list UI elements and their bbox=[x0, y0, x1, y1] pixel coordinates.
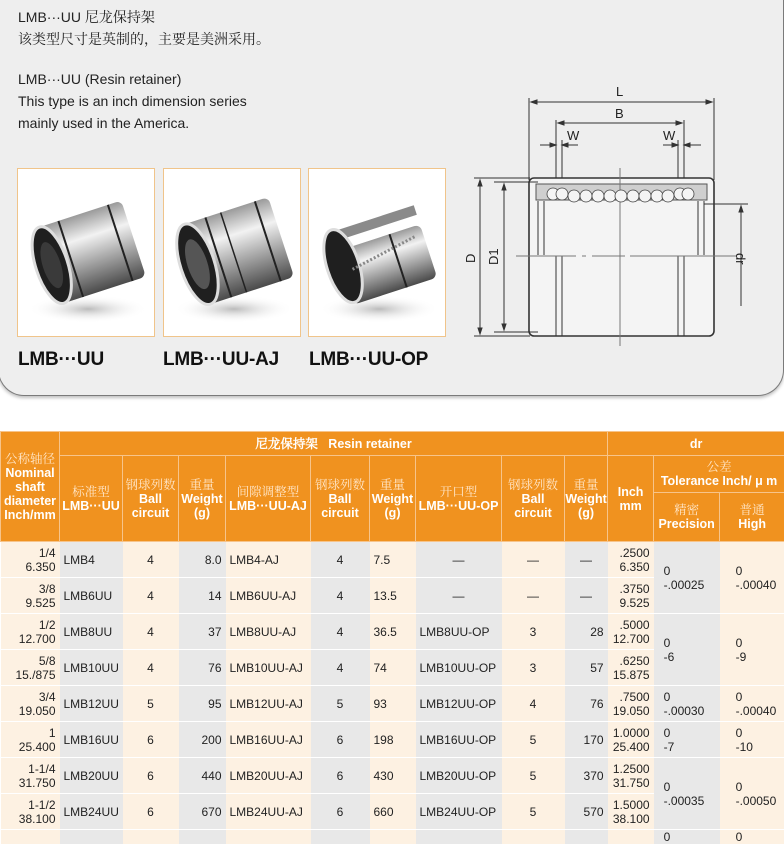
col-header-weight1: 重量 Weight (g) bbox=[179, 456, 226, 542]
shaft-mm: 25.400 bbox=[5, 740, 56, 754]
shaft-mm: 6.350 bbox=[5, 560, 56, 574]
ball-circuit-op: 3 bbox=[530, 625, 537, 639]
dr-inch: .6250 bbox=[612, 654, 650, 668]
ball-circuit-aj: 5 bbox=[337, 697, 344, 711]
intro-cn-title: LMB···UU 尼龙保持架 bbox=[18, 6, 270, 28]
ball-circuit-op: 5 bbox=[530, 805, 537, 819]
tol-precision-lower: -7 bbox=[664, 740, 716, 754]
dim-label-L: L bbox=[616, 84, 623, 99]
weight-std: 8.0 bbox=[205, 553, 222, 567]
table-row-partial bbox=[1, 830, 784, 845]
ball-circuit-op: 5 bbox=[530, 769, 537, 783]
weight-std: 76 bbox=[208, 661, 221, 675]
op-model: LMB12UU-OP bbox=[420, 697, 497, 711]
weight-op: — bbox=[580, 589, 592, 603]
intro-en-desc-1: This type is an inch dimension series bbox=[18, 90, 270, 112]
std-model: LMB4 bbox=[64, 553, 95, 567]
tol-precision-upper: 0 bbox=[664, 690, 716, 704]
ball-circuit-aj: 4 bbox=[337, 589, 344, 603]
weight-std: 200 bbox=[201, 733, 221, 747]
product-caption-lmb-uu: LMB···UU bbox=[18, 349, 104, 371]
ball-circuit-aj: 4 bbox=[337, 553, 344, 567]
op-model: LMB8UU-OP bbox=[420, 625, 490, 639]
tol-precision-lower: -.00025 bbox=[664, 578, 716, 592]
group-header-resin: 尼龙保持架 Resin retainer bbox=[60, 432, 608, 456]
spec-table bbox=[0, 431, 784, 845]
dr-mm: 25.400 bbox=[612, 740, 650, 754]
dr-inch: 1.5000 bbox=[612, 798, 650, 812]
linear-bearing-open-photo-icon bbox=[309, 169, 445, 336]
weight-op: 28 bbox=[590, 625, 603, 639]
product-caption-lmb-uu-aj: LMB···UU-AJ bbox=[163, 349, 279, 371]
weight-op: 76 bbox=[590, 697, 603, 711]
col-header-aj: 间隙调整型 LMB···UU-AJ bbox=[226, 456, 311, 542]
col-header-ball2: 钢球列数 Ball circuit bbox=[311, 456, 370, 542]
tol-high-upper: 0 bbox=[736, 830, 743, 844]
tol-high-upper: 0 bbox=[736, 780, 781, 794]
dr-inch: .5000 bbox=[612, 618, 650, 632]
table-row bbox=[1, 758, 784, 794]
weight-op: 370 bbox=[584, 769, 604, 783]
dr-inch: 1.0000 bbox=[612, 726, 650, 740]
tol-precision-upper: 0 bbox=[664, 830, 671, 844]
aj-model: LMB10UU-AJ bbox=[230, 661, 303, 675]
weight-aj: 430 bbox=[374, 769, 394, 783]
shaft-inch: 1 bbox=[5, 726, 56, 740]
dr-mm: 6.350 bbox=[612, 560, 650, 574]
std-model: LMB6UU bbox=[64, 589, 113, 603]
col-header-ball3: 钢球列数 Ball circuit bbox=[502, 456, 565, 542]
col-header-tolerance: 公差 Tolerance Inch/ μ m bbox=[654, 456, 784, 493]
weight-op: 170 bbox=[584, 733, 604, 747]
aj-model: LMB16UU-AJ bbox=[230, 733, 303, 747]
col-header-op: 开口型 LMB···UU-OP bbox=[416, 456, 502, 542]
group-header-dr: dr bbox=[608, 432, 784, 456]
col-header-shaft: 公称轴径 Nominal shaft diameter Inch/mm bbox=[1, 432, 60, 542]
dr-mm: 38.100 bbox=[612, 812, 650, 826]
tol-precision-upper: 0 bbox=[664, 564, 716, 578]
op-model: LMB10UU-OP bbox=[420, 661, 497, 675]
ball-circuit-aj: 6 bbox=[337, 805, 344, 819]
product-photo-lmb-uu bbox=[17, 168, 155, 337]
weight-op: 570 bbox=[584, 805, 604, 819]
shaft-inch: 1/4 bbox=[5, 546, 56, 560]
col-header-weight3: 重量 Weight (g) bbox=[565, 456, 608, 542]
std-model: LMB10UU bbox=[64, 661, 119, 675]
linear-bearing-closed-photo-icon bbox=[18, 169, 154, 336]
dr-inch: 1.2500 bbox=[612, 762, 650, 776]
intro-cn-desc: 该类型尺寸是英制的，主要是美洲采用。 bbox=[18, 28, 270, 50]
weight-std: 440 bbox=[201, 769, 221, 783]
shaft-mm: 38.100 bbox=[5, 812, 56, 826]
std-model: LMB8UU bbox=[64, 625, 113, 639]
product-photo-lmb-uu-op bbox=[308, 168, 446, 337]
weight-aj: 7.5 bbox=[374, 553, 391, 567]
tol-high-lower: -.00050 bbox=[736, 794, 781, 808]
col-header-precision: 精密 Precision bbox=[654, 493, 720, 542]
shaft-inch: 3/8 bbox=[5, 582, 56, 596]
dr-inch: .2500 bbox=[612, 546, 650, 560]
ball-circuit-std: 6 bbox=[147, 733, 154, 747]
ball-circuit-aj: 6 bbox=[337, 769, 344, 783]
op-model: LMB24UU-OP bbox=[420, 805, 497, 819]
tol-precision-upper: 0 bbox=[664, 636, 716, 650]
weight-op: 57 bbox=[590, 661, 603, 675]
intro-en-title: LMB···UU (Resin retainer) bbox=[18, 68, 270, 90]
ball-circuit-std: 4 bbox=[147, 625, 154, 639]
shaft-mm: 12.700 bbox=[5, 632, 56, 646]
ball-circuit-std: 4 bbox=[147, 589, 154, 603]
dr-inch: .3750 bbox=[612, 582, 650, 596]
weight-op: — bbox=[580, 553, 592, 567]
intro-en-desc-2: mainly used in the America. bbox=[18, 112, 270, 134]
tol-precision-upper: 0 bbox=[664, 726, 716, 740]
ball-circuit-aj: 4 bbox=[337, 661, 344, 675]
dim-label-dr: dr bbox=[733, 253, 748, 265]
tol-precision-lower: -.00030 bbox=[664, 704, 716, 718]
op-model: LMB16UU-OP bbox=[420, 733, 497, 747]
shaft-mm: 19.050 bbox=[5, 704, 56, 718]
dim-label-D1: D1 bbox=[486, 248, 501, 265]
ball-circuit-op: — bbox=[527, 589, 539, 603]
tol-precision-lower: -6 bbox=[664, 650, 716, 664]
col-header-inch-mm: Inch mm bbox=[608, 456, 654, 542]
weight-aj: 36.5 bbox=[374, 625, 397, 639]
dim-label-D: D bbox=[463, 254, 478, 263]
shaft-inch: 5/8 bbox=[5, 654, 56, 668]
ball-circuit-std: 4 bbox=[147, 661, 154, 675]
dr-mm: 19.050 bbox=[612, 704, 650, 718]
tol-high-lower: -.00040 bbox=[736, 578, 781, 592]
shaft-inch: 3/4 bbox=[5, 690, 56, 704]
dim-label-B: B bbox=[615, 106, 624, 121]
product-photo-lmb-uu-aj bbox=[163, 168, 301, 337]
weight-std: 670 bbox=[201, 805, 221, 819]
tol-high-upper: 0 bbox=[736, 690, 781, 704]
ball-circuit-aj: 6 bbox=[337, 733, 344, 747]
tol-precision-upper: 0 bbox=[664, 780, 716, 794]
shaft-inch: 1-1/2 bbox=[5, 798, 56, 812]
intro-text bbox=[18, 6, 270, 134]
weight-aj: 13.5 bbox=[374, 589, 397, 603]
shaft-inch: 1-1/4 bbox=[5, 762, 56, 776]
dr-mm: 31.750 bbox=[612, 776, 650, 790]
dimension-drawing bbox=[460, 70, 784, 370]
weight-std: 14 bbox=[208, 589, 221, 603]
ball-circuit-op: 5 bbox=[530, 733, 537, 747]
aj-model: LMB12UU-AJ bbox=[230, 697, 303, 711]
std-model: LMB12UU bbox=[64, 697, 119, 711]
op-model: — bbox=[453, 589, 465, 603]
dr-inch: .7500 bbox=[612, 690, 650, 704]
dim-label-W-right: W bbox=[663, 128, 676, 143]
weight-aj: 93 bbox=[374, 697, 387, 711]
tol-high-upper: 0 bbox=[736, 726, 781, 740]
tol-high-lower: -10 bbox=[736, 740, 781, 754]
op-model: LMB20UU-OP bbox=[420, 769, 497, 783]
tol-high-upper: 0 bbox=[736, 636, 781, 650]
table-row bbox=[1, 686, 784, 722]
weight-aj: 660 bbox=[374, 805, 394, 819]
weight-aj: 74 bbox=[374, 661, 387, 675]
ball-circuit-aj: 4 bbox=[337, 625, 344, 639]
linear-bearing-adjustable-photo-icon bbox=[164, 169, 300, 336]
aj-model: LMB6UU-AJ bbox=[230, 589, 297, 603]
shaft-inch: 1/2 bbox=[5, 618, 56, 632]
dr-mm: 15.875 bbox=[612, 668, 650, 682]
table-row bbox=[1, 542, 784, 578]
col-header-std: 标准型 LMB···UU bbox=[60, 456, 123, 542]
shaft-mm: 31.750 bbox=[5, 776, 56, 790]
ball-circuit-op: 3 bbox=[530, 661, 537, 675]
ball-circuit-op: 4 bbox=[530, 697, 537, 711]
shaft-mm: 15./875 bbox=[5, 668, 56, 682]
ball-circuit-std: 5 bbox=[147, 697, 154, 711]
tol-high-lower: -.00040 bbox=[736, 704, 781, 718]
col-header-ball1: 钢球列数 Ball circuit bbox=[123, 456, 179, 542]
table-row bbox=[1, 614, 784, 650]
tol-high-lower: -9 bbox=[736, 650, 781, 664]
tol-high-upper: 0 bbox=[736, 564, 781, 578]
weight-std: 37 bbox=[208, 625, 221, 639]
std-model: LMB16UU bbox=[64, 733, 119, 747]
col-header-weight2: 重量 Weight (g) bbox=[370, 456, 416, 542]
aj-model: LMB8UU-AJ bbox=[230, 625, 297, 639]
dr-mm: 9.525 bbox=[612, 596, 650, 610]
col-header-high: 普通 High bbox=[720, 493, 784, 542]
tol-precision-lower: -.00035 bbox=[664, 794, 716, 808]
aj-model: LMB4-AJ bbox=[230, 553, 279, 567]
shaft-mm: 9.525 bbox=[5, 596, 56, 610]
bearing-cross-section-icon bbox=[460, 70, 784, 370]
weight-aj: 198 bbox=[374, 733, 394, 747]
table-row bbox=[1, 722, 784, 758]
dr-mm: 12.700 bbox=[612, 632, 650, 646]
ball-circuit-std: 6 bbox=[147, 805, 154, 819]
op-model: — bbox=[453, 553, 465, 567]
ball-circuit-std: 6 bbox=[147, 769, 154, 783]
ball-circuit-op: — bbox=[527, 553, 539, 567]
std-model: LMB24UU bbox=[64, 805, 119, 819]
dim-label-W-left: W bbox=[567, 128, 580, 143]
weight-std: 95 bbox=[208, 697, 221, 711]
aj-model: LMB20UU-AJ bbox=[230, 769, 303, 783]
product-caption-lmb-uu-op: LMB···UU-OP bbox=[309, 349, 428, 371]
std-model: LMB20UU bbox=[64, 769, 119, 783]
ball-circuit-std: 4 bbox=[147, 553, 154, 567]
aj-model: LMB24UU-AJ bbox=[230, 805, 303, 819]
